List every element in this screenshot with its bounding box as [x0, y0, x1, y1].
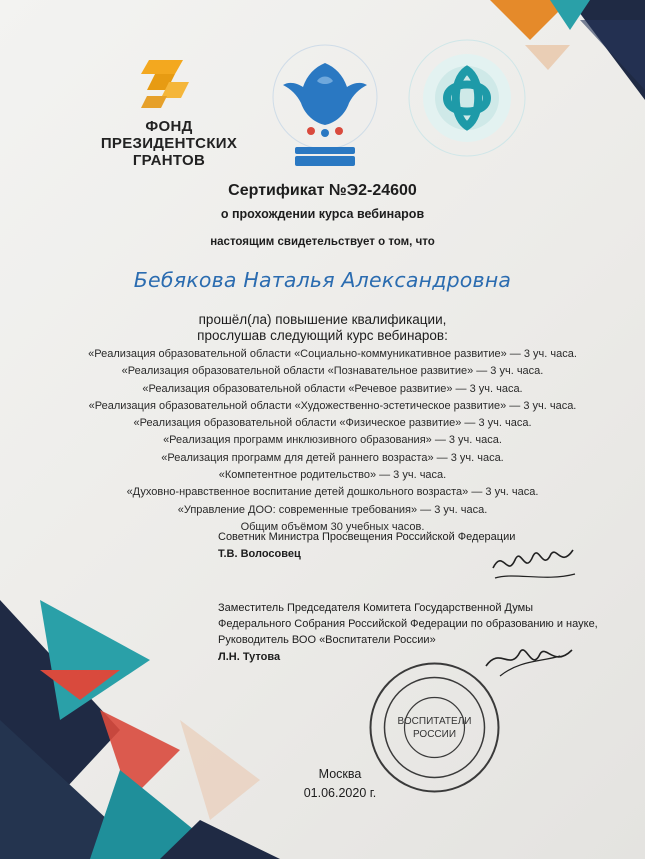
issue-place: Москва	[318, 767, 362, 781]
signatory-2-role-line-2: Федерального Собрания Российской Федерации по образованию и науке,	[218, 618, 598, 630]
certifies-line: настоящим свидетельствует о том, что	[210, 236, 435, 248]
course-item: «Реализация образовательной области «Социально-коммуникативное развитие» — 3 уч. часа.	[88, 348, 577, 360]
certificate-title: Сертификат №Э2-24600	[228, 182, 417, 199]
signatory-1-name: Т.В. Волосовец	[218, 548, 301, 560]
signatory-1-role: Советник Министра Просвещения Российской Федерации	[218, 531, 516, 543]
course-item: «Реализация программ для детей раннего возраста» — 3 уч. часа.	[161, 451, 504, 464]
svg-text:ВОСПИТАТЕЛИ: ВОСПИТАТЕЛИ	[397, 716, 472, 727]
institute-infinity-icon	[392, 20, 542, 170]
passed-line-1: прошёл(ла) повышение квалификации,	[198, 312, 447, 327]
course-item: «Реализация образовательной области «Художественно-эстетическое развитие» — 3 уч. часа.	[88, 399, 577, 412]
fund-logo-text: ФОНД ПРЕЗИДЕНТСКИХ ГРАНТОВ	[100, 118, 238, 169]
course-item: «Реализация образовательной области «Речевое развитие» — 3 уч. часа.	[142, 382, 523, 395]
decorative-corner-bottom-left	[0, 600, 330, 859]
signatory-2-name: Л.Н. Тутова	[218, 651, 281, 663]
signatory-2-role-line-1: Заместитель Председателя Комитета Государственной Думы	[218, 602, 534, 614]
course-item: «Реализация образовательной области «Физическое развитие» — 3 уч. часа.	[133, 417, 532, 430]
course-list	[40, 346, 625, 536]
course-item: «Реализация образовательной области «Познавательное развитие» — 3 уч. часа.	[121, 365, 544, 378]
passed-line-2: прослушав следующий курс вебинаров:	[197, 328, 448, 343]
course-total: Общим объёмом 30 учебных часов.	[240, 520, 425, 533]
course-item: «Компетентное родительство» — 3 уч. часа.	[218, 469, 447, 482]
certificate-subtitle: о прохождении курса вебинаров	[220, 207, 425, 221]
svg-text:РОССИИ: РОССИИ	[412, 729, 457, 740]
issue-date: 01.06.2020 г.	[303, 786, 377, 800]
course-item: «Реализация программ инклюзивного образования» — 3 уч. часа.	[163, 434, 502, 447]
signature-1-icon	[485, 538, 580, 588]
fund-mark-icon	[135, 52, 195, 112]
signatory-2-role-line-3: Руководитель ВОО «Воспитатели России»	[218, 634, 436, 646]
course-item: «Управление ДОО: современные требования» — 3 уч. часа.	[177, 503, 488, 516]
org-bird-emblem-icon	[265, 35, 385, 175]
recipient-name: Бебякова Наталья Александровна	[133, 268, 512, 292]
course-item: «Духовно-нравственное воспитание детей дошкольного возраста» — 3 уч. часа.	[126, 486, 539, 499]
